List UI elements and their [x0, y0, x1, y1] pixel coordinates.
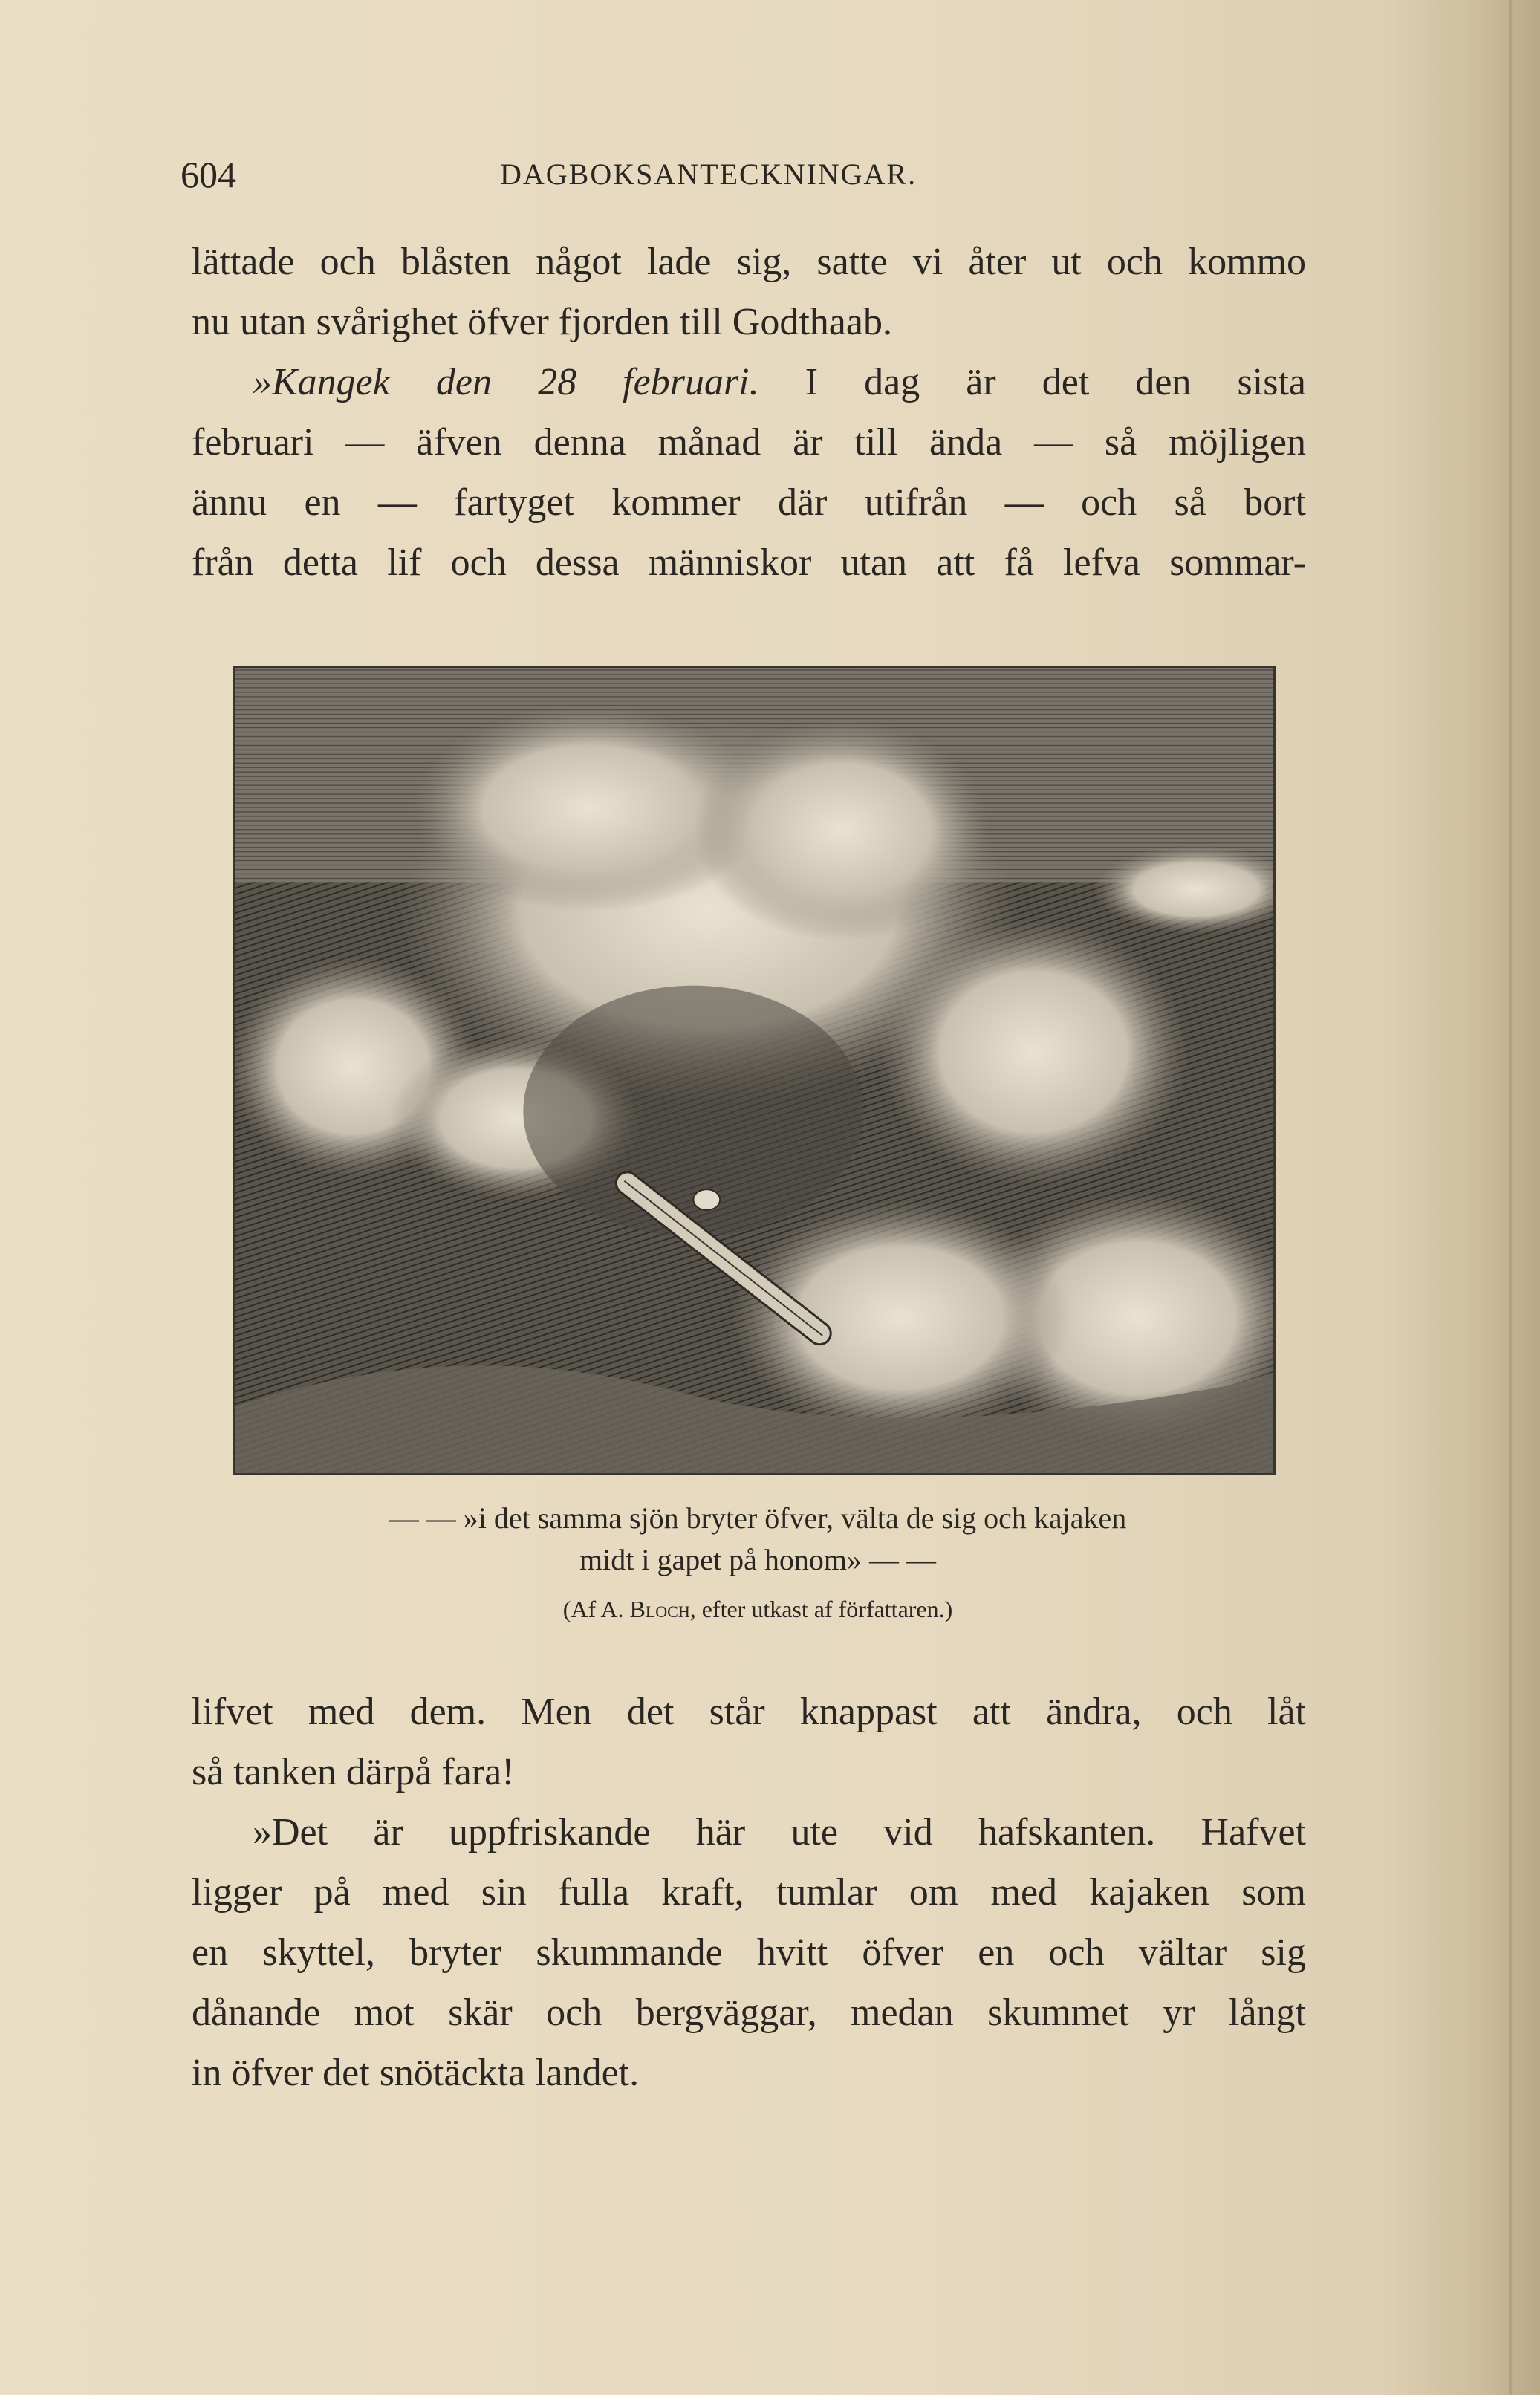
top-paragraph: [192, 232, 1306, 352]
text-line: ligger på med sin fulla kraft, tumlar om med kajaken som: [192, 1871, 1306, 1914]
page-header: [181, 152, 1310, 197]
entry-first-line-rest: I dag är det den sista: [805, 361, 1307, 403]
text-line: nu utan svårighet öfver fjorden till Godthaab.: [192, 301, 892, 343]
text-line: ännu en — fartyget kommer där utifrån — och så bort: [192, 481, 1306, 524]
stormy-sea-kayak-engraving: [235, 668, 1273, 1473]
credit-prefix: (Af A.: [562, 1596, 624, 1622]
credit-artist-name: Bloch,: [629, 1596, 696, 1622]
credit-suffix: efter utkast af författaren.): [701, 1596, 953, 1622]
running-head: DAGBOKSANTECKNINGAR.: [500, 157, 917, 191]
engraving-illustration: [233, 666, 1276, 1475]
text-line: från detta lif och dessa människor utan att få lefva sommar-: [192, 542, 1306, 584]
figure-caption-line-1: — — »i det samma sjön bryter öfver, välta de sig och kajaken: [389, 1501, 1127, 1535]
page-fold-shadow: [1508, 0, 1513, 2395]
figure-credit: [215, 1593, 1300, 1625]
diary-entry-paragraph: [192, 352, 1306, 593]
text-line: februari — äfven denna månad är till ända — så möjligen: [192, 421, 1306, 464]
entry-place-date: »Kangek den 28 februari.: [253, 361, 759, 403]
text-line: in öfver det snötäckta landet.: [192, 2052, 640, 2094]
text-line: så tanken därpå fara!: [192, 1751, 515, 1793]
figure-caption-line-2: midt i gapet på honom» — —: [579, 1543, 936, 1576]
text-line: dånande mot skär och bergväggar, medan skummet yr långt: [192, 1992, 1306, 2034]
text-line: en skyttel, bryter skummande hvitt öfver en och vältar sig: [192, 1931, 1306, 1974]
continuation-paragraph: [192, 1682, 1306, 1802]
text-line: »Det är uppfriskande här ute vid hafskanten. Hafvet: [253, 1811, 1306, 1853]
text-line: lättade och blåsten något lade sig, satte vi åter ut och kommo: [192, 241, 1306, 283]
page-number: 604: [181, 154, 236, 195]
closing-paragraph: [192, 1802, 1306, 2103]
entry-first-line: [192, 352, 1306, 412]
text-line: lifvet med dem. Men det står knappast att ändra, och låt: [192, 1691, 1306, 1733]
